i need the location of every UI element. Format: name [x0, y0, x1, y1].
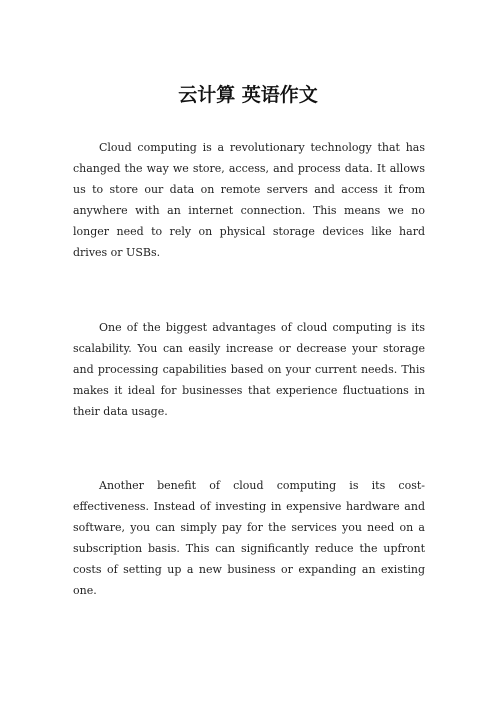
paragraph-intro: Cloud computing is a revolutionary technology that has changed the way we store, access, and process data. It allows us to store our data on remote servers and access it from anywhere with an internet connection. This means we no longer need to rely on physical storage devices like hard drives or USBs.	[73, 141, 425, 259]
paragraph-scalability: One of the biggest advantages of cloud computing is its scalability. You can easily increase or decrease your storage and processing capabilities based on your current needs. This makes it ideal for businesses that experience fluctuations in their data usage.	[73, 321, 425, 418]
paragraph-cost-effectiveness: Another benefit of cloud computing is its cost-effectiveness. Instead of investing in expensive hardware and software, you can simply pay for the services you need on a subscription basis. This can significantly reduce the upfront costs of setting up a new business or expanding an existing one.	[73, 479, 425, 597]
document-title: 云计算 英语作文	[178, 84, 318, 106]
